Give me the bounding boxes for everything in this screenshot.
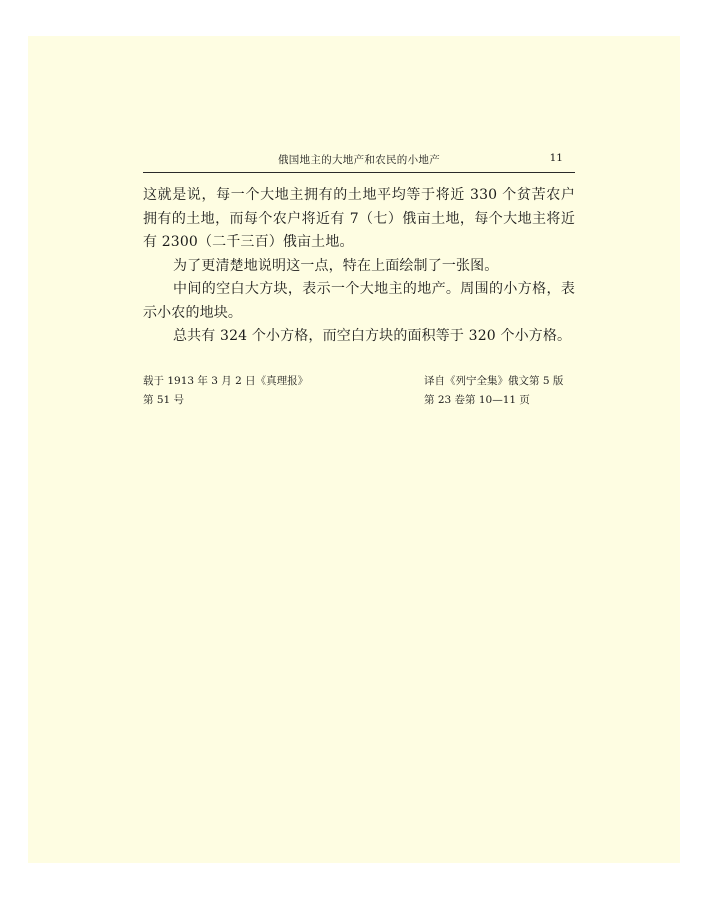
paragraph-1: 这就是说，每一个大地主拥有的土地平均等于将近 330 个贫苦农户拥有的土地，而每个农户将近有 7（七）俄亩土地，每个大地主将近有 2300（二千三百）俄亩土地。 — [143, 187, 575, 250]
paragraph-2: 为了更清楚地说明这一点，特在上面绘制了一张图。 — [173, 257, 499, 274]
paragraph-4: 总共有 324 个小方格，而空白方块的面积等于 320 个小方格。 — [173, 328, 572, 344]
translation-line-2: 第 23 卷第 10—11 页 — [424, 394, 530, 406]
translation-note — [424, 372, 563, 410]
source-line-1: 载于 1913 年 3 月 2 日《真理报》 — [143, 375, 309, 387]
source-note — [143, 372, 308, 410]
body-text — [143, 184, 575, 349]
source-line-2: 第 51 号 — [143, 394, 185, 406]
paragraph-3: 中间的空白大方块，表示一个大地主的地产。周围的小方格，表示小农的地块。 — [143, 281, 575, 321]
running-head — [143, 150, 575, 173]
page — [28, 36, 680, 863]
running-title: 俄国地主的大地产和农民的小地产 — [278, 154, 440, 166]
page-number: 11 — [549, 152, 563, 164]
translation-line-1: 译自《列宁全集》俄文第 5 版 — [424, 375, 564, 387]
